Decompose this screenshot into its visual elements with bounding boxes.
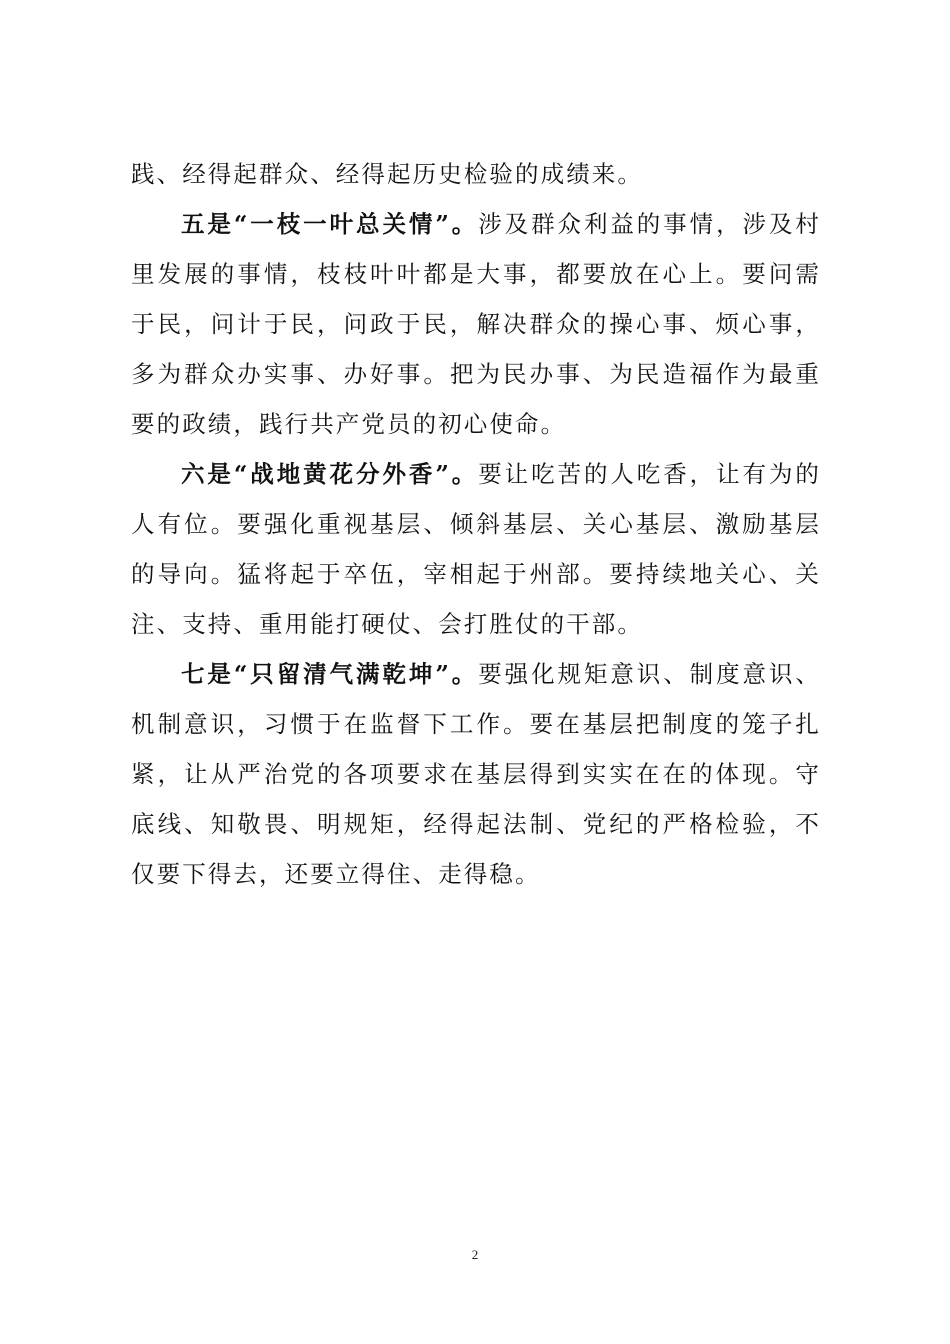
paragraph-text: 涉及群众利益的事情，涉及村里发展的事情，枝枝叶叶都是大事，都要放在心上。要问需于民，问计于民，问政于民，解决群众的操心事、烦心事，多为群众办实事、办好事。把为民办事、为民造福作为最重要的政绩，践行共产党员的初心使命。	[131, 210, 821, 438]
paragraph-text: 要强化规矩意识、制度意识、机制意识，习惯于在监督下工作。要在基层把制度的笼子扎紧，让从严治党的各项要求在基层得到实实在在的体现。守底线、知敬畏、明规矩，经得起法制、党纪的严格检验，不仅要下得去，还要立得住、走得稳。	[131, 660, 821, 888]
paragraph-continuation	[131, 149, 821, 199]
paragraph-heading: 五是“一枝一叶总关情”。	[181, 210, 479, 238]
paragraph-text: 践、经得起群众、经得起历史检验的成绩来。	[131, 160, 643, 188]
page-number: 2	[471, 1247, 479, 1262]
paragraph-point-seven	[131, 649, 821, 899]
paragraph-point-five	[131, 199, 821, 449]
paragraph-point-six	[131, 449, 821, 649]
body-text	[131, 149, 821, 899]
paragraph-heading: 六是“战地黄花分外香”。	[181, 460, 479, 488]
paragraph-heading: 七是“只留清气满乾坤”。	[181, 660, 479, 688]
paragraph-text: 要让吃苦的人吃香，让有为的人有位。要强化重视基层、倾斜基层、关心基层、激励基层的导向。猛将起于卒伍，宰相起于州部。要持续地关心、关注、支持、重用能打硬仗、会打胜仗的干部。	[131, 460, 821, 638]
